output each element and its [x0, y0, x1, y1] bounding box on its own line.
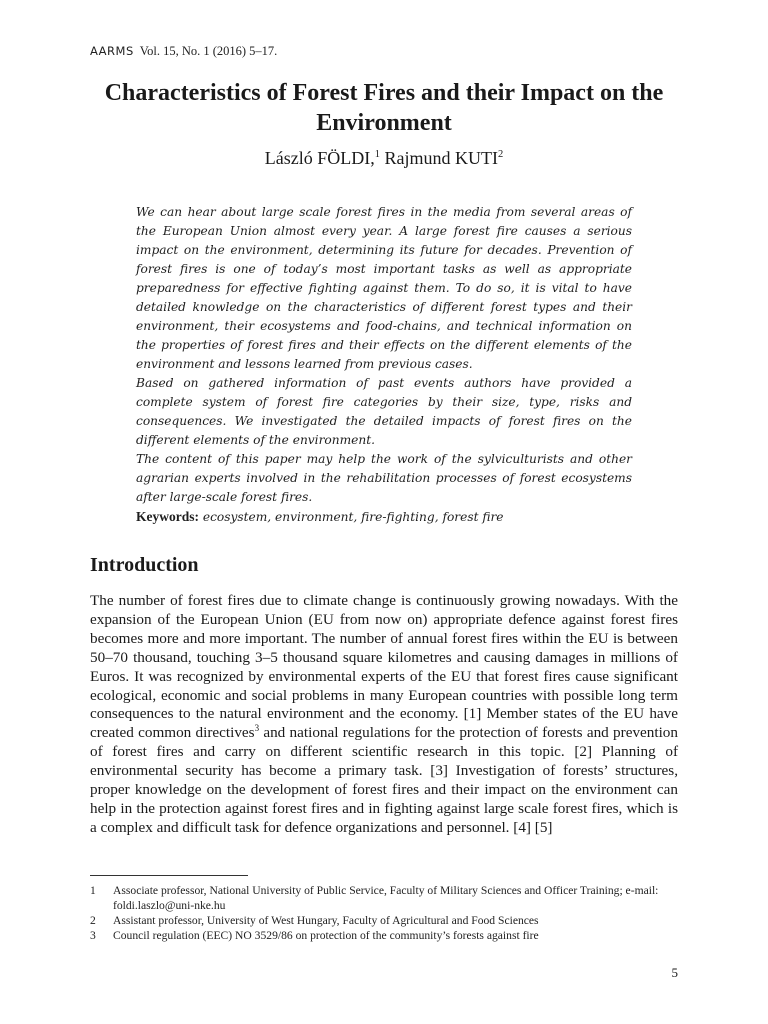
author-line	[90, 147, 678, 169]
abstract-paragraph: Based on gathered information of past events authors have provided a complete system of forest fire categories by their size, type, risks and consequences. We investigated the detailed impacts of forest fires on the different elements of the environment.	[136, 376, 632, 447]
footnote-number: 3	[90, 929, 96, 942]
footnote-ref: 3	[254, 723, 260, 734]
body-paragraph	[90, 592, 678, 838]
footnote	[90, 928, 678, 943]
footnotes	[90, 883, 678, 943]
body-text-part: and national regulations for the protection of forests and prevention of forest fires and carry on different scientific research in this topic. [2] Planning of environmental security has become a primary task. [3] Investigation of forests’ structures, proper knowledge on the development of forest fires and their impact on the environment can help in the protection against forest fires and in fighting against large scale forest fires, which is a complex and difficult task for defence organizations and personnel. [4] [5]	[90, 724, 678, 836]
abstract-paragraph: The content of this paper may help the work of the sylviculturists and other agrarian experts involved in the rehabilitation processes of forest ecosystems after large-scale forest fires.	[136, 452, 632, 504]
footnote-divider	[90, 875, 248, 876]
footnote	[90, 913, 678, 928]
author-name: Rajmund KUTI	[384, 148, 498, 168]
body-text-part: The number of forest fires due to climate change is continuously growing nowadays. With the expansion of the European Union (EU from now on) appropriate defence against forest fires becomes more and more important. The number of annual forest fires within the EU is between 50–70 thousand, touching 3–5 thousand square kilometres and causing damages in millions of Euros. It was recognized by environmental experts of the EU that forest fires cause significant ecological, economic and social problems in many European countries with possible long term consequences to the natural environment and the economy. [1] Member states of the EU have created common directives	[90, 592, 678, 742]
keywords-line	[136, 507, 632, 527]
section-heading: Introduction	[90, 554, 199, 576]
keywords-list: ecosystem, environment, fire-fighting, forest fire	[202, 510, 504, 524]
journal-logo: AARMS	[90, 44, 134, 58]
footnote-text: Associate professor, National University of Public Service, Faculty of Military Sciences and Officer Training; e-mail: foldi.laszlo@uni-nke.hu	[113, 884, 659, 912]
running-head	[90, 43, 277, 59]
journal-citation: Vol. 15, No. 1 (2016) 5–17.	[139, 44, 278, 58]
footnote-text: Assistant professor, University of West Hungary, Faculty of Agricultural and Food Sciences	[113, 914, 539, 927]
author-affiliation-mark: 1	[374, 149, 380, 160]
abstract-paragraph: We can hear about large scale forest fires in the media from several areas of the European Union almost every year. A large forest fire causes a serious impact on the environment, determining its future for decades. Prevention of forest fires is one of today’s most important tasks as well as appropriate preparedness for effective fighting against them. To do so, it is vital to have detailed knowledge on the characteristics of different forest types and their environment, their ecosystems and food-chains, and technical information on the properties of forest fires and their effects on the different elements of the environment and lessons learned from previous cases.	[136, 205, 632, 371]
author-affiliation-mark: 2	[497, 149, 504, 160]
page-number: 5	[671, 965, 678, 980]
footnote-number: 1	[90, 884, 96, 897]
keywords-label: Keywords:	[136, 509, 199, 524]
footnote-number: 2	[90, 914, 96, 927]
abstract	[136, 203, 632, 527]
author-name: László FÖLDI,	[264, 148, 375, 168]
footnote	[90, 883, 678, 913]
article-title: Characteristics of Forest Fires and their Impact on the Environment	[104, 80, 664, 136]
footnote-text: Council regulation (EEC) NO 3529/86 on protection of the community’s forests against fire	[113, 929, 539, 942]
